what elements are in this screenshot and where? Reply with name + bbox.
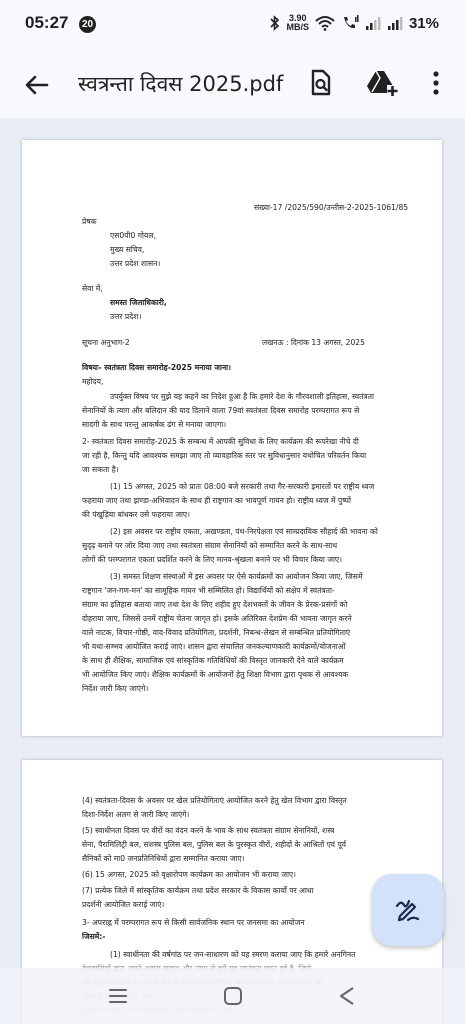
network-speed [286,14,309,32]
item3-line: राष्ट्रगान 'जन-गण-मन' का सामूहिक गायन भी सम्मिलित हो। विद्यार्थियों को संक्षेप में स्वतंत्रता- [82,586,335,595]
edit-annotate-icon [394,896,422,924]
home-icon [219,982,247,1010]
item6-line: (6) 15 अगस्त, 2025 को वृक्षारोपण कार्यक्रम का आयोजन भी कराया जाए। [82,870,296,879]
item1-line: फहराया जाए तथा झण्डा-अभिवादन के साथ ही राष्ट्रगान का भावपूर्ण गायन हो। राष्ट्रीय ध्वज में पुष्पों [82,496,351,505]
status-icons [270,14,439,32]
back-arrow-icon [22,70,52,100]
network-speed-unit: MB/S [286,22,309,32]
notification-count-badge: 20 [79,16,96,33]
item5-line: सैनिकों को मा0 जनप्रतिनिधियों द्वारा सम्मानित कराया जाए। [82,854,245,863]
sender-dept: उत्तर प्रदेश शासन। [110,259,161,268]
item2-line: (2) इस अवसर पर राष्ट्रीय एकता, अखण्डता, पंथ-निरपेक्षता एवं साम्प्रदायिक सौहार्द की भावना को [110,527,378,536]
para1-line: सादगी के साथ परन्तु आकर्षक ढंग से मनाया जाएगा। [82,420,227,429]
reference-number: संख्या-17 /2025/590/उन्तीस-2-2025-1061/85 [254,203,409,212]
sender-label: प्रेषक [82,217,97,226]
document-title: स्वत्रन्ता दिवस 2025.pdf [78,72,284,96]
item5-line: सेना, पैरामिलिट्री बल, सशस्त्र पुलिस बल, पुलिस बल के पुरस्कृत वीरों, शहीदों के आश्रितों एवं पूर्व [82,840,346,849]
bluetooth-icon [270,15,280,31]
item2-line: लोगों की परम्परागत एकता प्रदर्शित करने के लिए मानव-श्रृंखला बनाने पर भी विचार किया जाए। [82,555,342,564]
section-name: सूचना अनुभाग-2 [82,338,130,347]
item1-line: की पंखुड़िया बांधकर उसे फहराया जाए। [82,510,191,519]
search-button[interactable] [305,68,335,98]
annotate-fab-button[interactable] [372,874,444,946]
item3-line: दोहराया जाए, जिससे उनमें राष्ट्रीय चेतना जागृत हो। इसके अतिरिक्त देशप्रेम की भावना जागृत करने [82,614,352,623]
to-label: सेवा में, [82,284,103,293]
item3-line: संग्राम का इतिहास बताया जाए तथा देश के लिए शहीद हुए देशभक्तों के जीवन के प्रेरक-प्रसंगों को [82,600,348,609]
home-button[interactable] [219,982,247,1010]
call-icon [341,15,359,31]
item3-line: भी आयोजित किए जाएं। शैक्षिक कार्यक्रमों के आयोजनों हेतु शिक्षा विभाग द्वारा पृथक से आवश्यक [82,670,349,679]
back-button[interactable] [22,70,52,100]
salutation: महोदय, [82,377,104,386]
back-icon [333,982,361,1010]
sender-title: मुख्य सचिव, [110,245,145,254]
item5-line: (5) स्वाधीनता दिवस पर वीरों का वंदन करने के भाव के साथ स्वतंत्रता संग्राम सेनानियों, शस्त्र [82,826,335,835]
para2-line: जा सकता है। [82,465,119,474]
recents-button[interactable] [104,982,132,1010]
item4-line: दिशा-निर्देश अलग से जारी किए जाएंगे। [82,810,190,819]
item7-line: (7) प्रत्येक जिले में सांस्कृतिक कार्यक्रम तथा प्रदेश सरकार के विकास कार्यों पर आधा [82,886,314,895]
recents-icon [104,982,132,1010]
item3-line: (3) समस्त शिक्षण संस्थाओं में इस अवसर पर ऐसे कार्यक्रमों का आयोजन किया जाए, जिसमें [110,572,363,581]
add-to-drive-button[interactable] [366,68,396,98]
wifi-icon [315,15,335,31]
item3-line: के साथ ही शैक्षिक, सामाजिक एवं सांस्कृतिक गतिविधियों की विस्तृत जानकारी देने वाले कार्यक्रम [82,656,344,665]
item3-line: वाले नाटक, विचार-गोष्ठी, वाद-विवाद प्रतियोगिता, प्रदर्शनी, निबन्ध-लेखन से सम्बन्धित प्रतियोगिताएं [82,628,351,637]
pdf-page-1 [22,140,442,736]
system-nav-bar [0,968,465,1024]
para2-line: जा रही है, किन्तु यदि आवश्यक समझा जाए तो व्यावहारिक स्तर पर सुविधानुसार यथोचित परिवर्तन किया [82,451,367,460]
para1-line: सेनानियों के त्याग और बलिदान की याद दिलाने वाला 79वां स्वतंत्रता दिवस समारोह परम्परागत रूप से [82,406,360,415]
network-speed-value: 3.90 [288,13,307,23]
system-back-button[interactable] [333,982,361,1010]
battery-level: 31% [408,14,439,32]
signal-1-icon [365,15,381,31]
subject-line: विषयः- स्वतंत्रता दिवस समारोह-2025 मनाया जाना। [82,363,232,372]
item2-line: सुदृढ़ बनाने पर जोर दिया जाए तथा स्वतंत्रता संग्राम सेनानियों को सम्मानित करने के साथ-साथ [82,541,338,550]
para1-line: उपर्युक्त विषय पर मुझे यह कहने का निदेश हुआ है कि हमारे देश के गौरवशाली इतिहास, स्वतंत्रता [110,392,374,401]
to-name: समस्त जिलाधिकारी, [110,298,167,307]
to-state: उत्तर प्रदेश। [110,312,142,321]
item7-line: प्रदर्शनी आयोजित कराई जाएं। [82,900,165,909]
item8-line: (1) स्वाधीनता की वर्षगांठ पर जन-साधारण को यह स्मरण कराया जाए कि हमारे अनगिनत [110,950,356,959]
signal-2-icon [387,15,403,31]
item3-line: भी यथा-सम्भव आयोजित कराई जाएं। शासन द्वारा संचालित जनकल्याणकारी कार्यक्रमों/योजनाओं [82,642,346,651]
para3-line: 3- अपराह्न में परम्परागत रूप से किसी सार्वजनिक स्थान पर जनसमा का आयोजन [82,918,305,927]
search-icon [305,68,335,98]
app-bar [0,50,465,118]
more-options-button[interactable] [421,68,451,98]
item3-line: निर्देश जारी किए जाएंगे। [82,684,149,693]
para3-line: जिसमें:- [82,932,106,941]
item1-line: (1) 15 अगस्त, 2025 को प्रातः 08:00 बजे सरकारी तथा गैर-सरकारी इमारतों पर राष्ट्रीय ध्वज [110,482,375,491]
letter-date: लखनऊ : दिनांक 13 अगस्त, 2025 [262,338,365,347]
pdf-viewer[interactable] [0,118,465,1024]
drive-add-icon [366,68,398,98]
item4-line: (4) स्वतंत्रता-दिवस के अवसर पर खेल प्रतियोगिताएं आयोजित करने हेतु खेल विभाग द्वारा विस्तृत [82,796,347,805]
sender-name: एस0पी0 गोयल, [110,231,156,240]
status-time: 05:27 [25,13,69,32]
para2-line: 2- स्वतंत्रता दिवस समारोह-2025 के सम्बन्ध में आपकी सुविधा के लिए कार्यक्रम की रूपरेखा नीचे दी [82,437,359,446]
status-bar [0,0,465,50]
more-vert-icon [421,68,451,98]
